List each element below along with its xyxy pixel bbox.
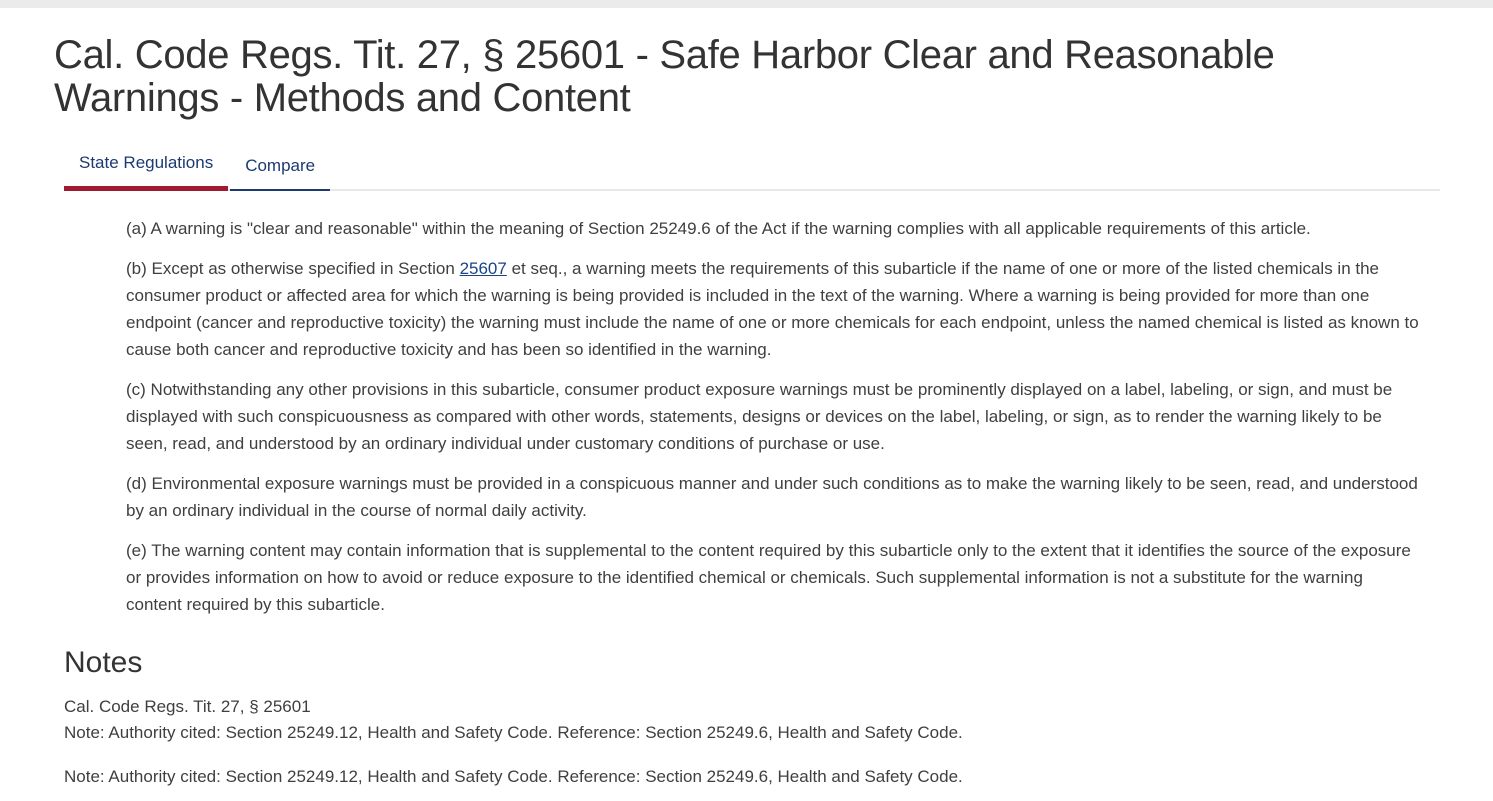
tab-compare[interactable]: Compare — [230, 150, 330, 191]
regulation-paragraph-a: (a) A warning is "clear and reasonable" within the meaning of Section 25249.6 of the Act if the warning complies with all applicable requirements of this article. — [126, 219, 1311, 238]
page-title: Cal. Code Regs. Tit. 27, § 25601 - Safe Harbor Clear and Reasonable Warnings - Methods and Content — [54, 33, 1275, 120]
regulation-paragraph-d: (d) Environmental exposure warnings must be provided in a conspicuous manner and under such conditions as to make the warning likely to be seen, read, and understood by an ordinary individual in the course of normal daily activity. — [126, 474, 1418, 520]
regulation-paragraph-e: (e) The warning content may contain information that is supplemental to the content required by this subarticle only to the extent that it identifies the source of the exposure or provides information on how to avoid or reduce exposure to the identified chemical or chemicals. Such supplemental information is not a substitute for the warning content required by this subarticle. — [126, 541, 1411, 614]
tab-bar — [64, 147, 1440, 191]
regulation-paragraph-b — [126, 255, 1420, 363]
tab-state-regulations[interactable]: State Regulations — [64, 147, 228, 191]
authority-note-line: Note: Authority cited: Section 25249.12, Health and Safety Code. Reference: Section 25249.6, Health and Safety Code. — [64, 723, 963, 742]
paragraph-b-text-after-link: et seq., a warning meets the requirements of this subarticle if the name of one or more of the listed chemicals in the consumer product or affected area for which the warning is being provided is included in the text of the warning. Where a warning is being provided for more than one endpoint (cancer and reproductive toxicity) the warning must include the name of one or more chemicals for each endpoint, unless the named chemical is listed as known to cause both cancer and reproductive toxicity and has been so identified in the warning. — [126, 259, 1419, 359]
regulation-paragraph-c: (c) Notwithstanding any other provisions in this subarticle, consumer product exposure warnings must be prominently displayed on a label, labeling, or sign, and must be displayed with such conspicuousness as compared with other words, statements, designs or devices on the label, labeling, or sign, as to render the warning likely to be seen, read, and understood by an ordinary individual under customary conditions of purchase or use. — [126, 380, 1393, 453]
paragraph-b-text-before-link: (b) Except as otherwise specified in Section — [126, 259, 460, 278]
notes-heading: Notes — [64, 646, 143, 679]
authority-note-repeat: Note: Authority cited: Section 25249.12, Health and Safety Code. Reference: Section 25249.6, Health and Safety Code. — [64, 767, 963, 786]
citation-line: Cal. Code Regs. Tit. 27, § 25601 — [64, 697, 311, 716]
section-25607-link[interactable]: 25607 — [459, 259, 507, 278]
regulation-text — [126, 215, 1420, 618]
top-strip — [0, 0, 1493, 8]
notes-citation-block — [64, 694, 1420, 746]
